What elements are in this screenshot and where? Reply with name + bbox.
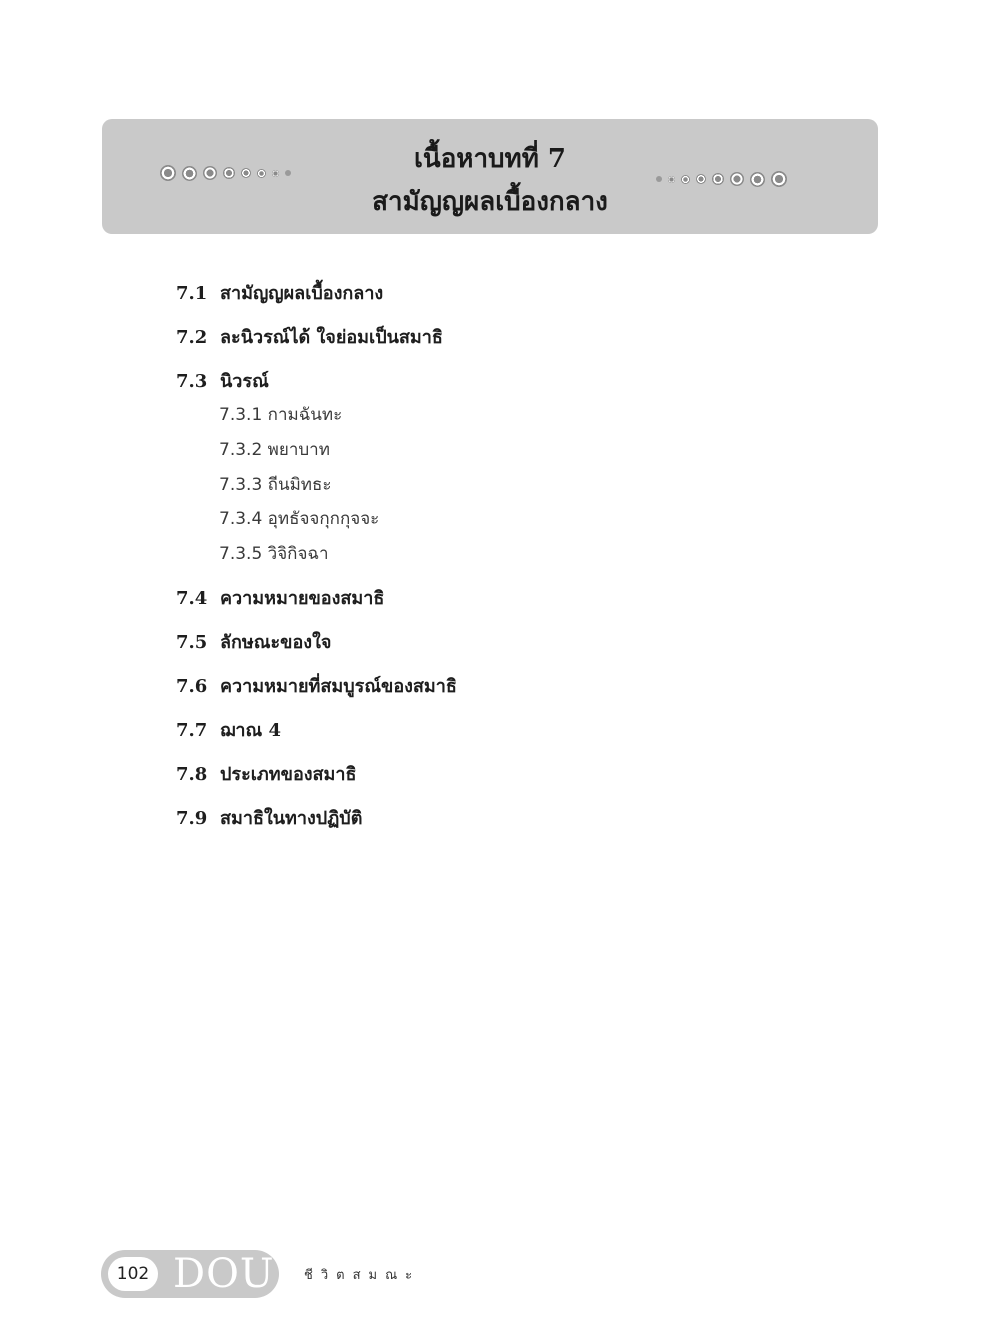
dou-logo: DOU [173,1251,275,1297]
toc-item [176,715,281,744]
toc-item [176,803,362,832]
toc-item-label: นิวรณ์ [220,371,269,392]
toc-item-label: ประเภทของสมาธิ [220,764,357,785]
toc-item-label: ความหมายของสมาธิ [220,588,385,609]
toc-item-number: 7.3 [176,371,208,392]
toc-item [176,366,269,395]
toc-subitem: 7.3.5 วิจิกิจฉา [219,544,329,564]
toc-subitem: 7.3.3 ถีนมิทธะ [219,475,332,495]
toc-item-number: 7.5 [176,632,208,653]
page-number: 102 [108,1257,158,1291]
ring-dot-icon [750,172,765,187]
ring-dot-icon [668,176,675,183]
toc-item [176,583,384,612]
ring-dot-icon [712,173,724,185]
ring-dot-icon [771,171,787,187]
toc-item-label: ฌาณ 4 [220,720,281,741]
toc-item-label: สามัญญผลเบื้องกลาง [220,283,384,304]
ring-dot-icon [681,175,690,184]
ring-dot-icon [656,176,662,182]
toc-item-number: 7.6 [176,676,208,697]
toc-item-number: 7.2 [176,327,208,348]
chapter-subtitle: สามัญญผลเบื้องกลาง [372,187,608,217]
toc-item [176,627,331,656]
toc-item [176,671,457,700]
toc-item-label: ลักษณะของใจ [220,632,332,653]
chapter-title: เนื้อหาบทที่ 7 [414,144,566,174]
ring-dot-icon [696,174,706,184]
chapter-banner [102,119,878,234]
toc-subitem: 7.3.4 อุทธัจจกุกกุจจะ [219,509,380,529]
ring-dot-icon [730,172,744,186]
toc-item-label: สมาธิในทางปฏิบัติ [220,808,363,829]
toc-item-number: 7.1 [176,283,208,304]
toc-item-number: 7.4 [176,588,208,609]
toc-item-number: 7.7 [176,720,208,741]
book-title: ชีวิตสมณะ [304,1268,421,1283]
toc-item-label: ความหมายที่สมบูรณ์ของสมาธิ [220,676,457,697]
toc-item-number: 7.8 [176,764,208,785]
toc-subitem: 7.3.2 พยาบาท [219,440,330,460]
toc-item [176,759,357,788]
footer-badge [101,1250,279,1298]
decorative-dots-right [656,171,793,187]
toc-subitem: 7.3.1 กามฉันทะ [219,405,343,425]
toc-item [176,278,383,307]
toc-item-number: 7.9 [176,808,208,829]
toc-item [176,322,443,351]
toc-item-label: ละนิวรณ์ได้ ใจย่อมเป็นสมาธิ [220,327,443,348]
